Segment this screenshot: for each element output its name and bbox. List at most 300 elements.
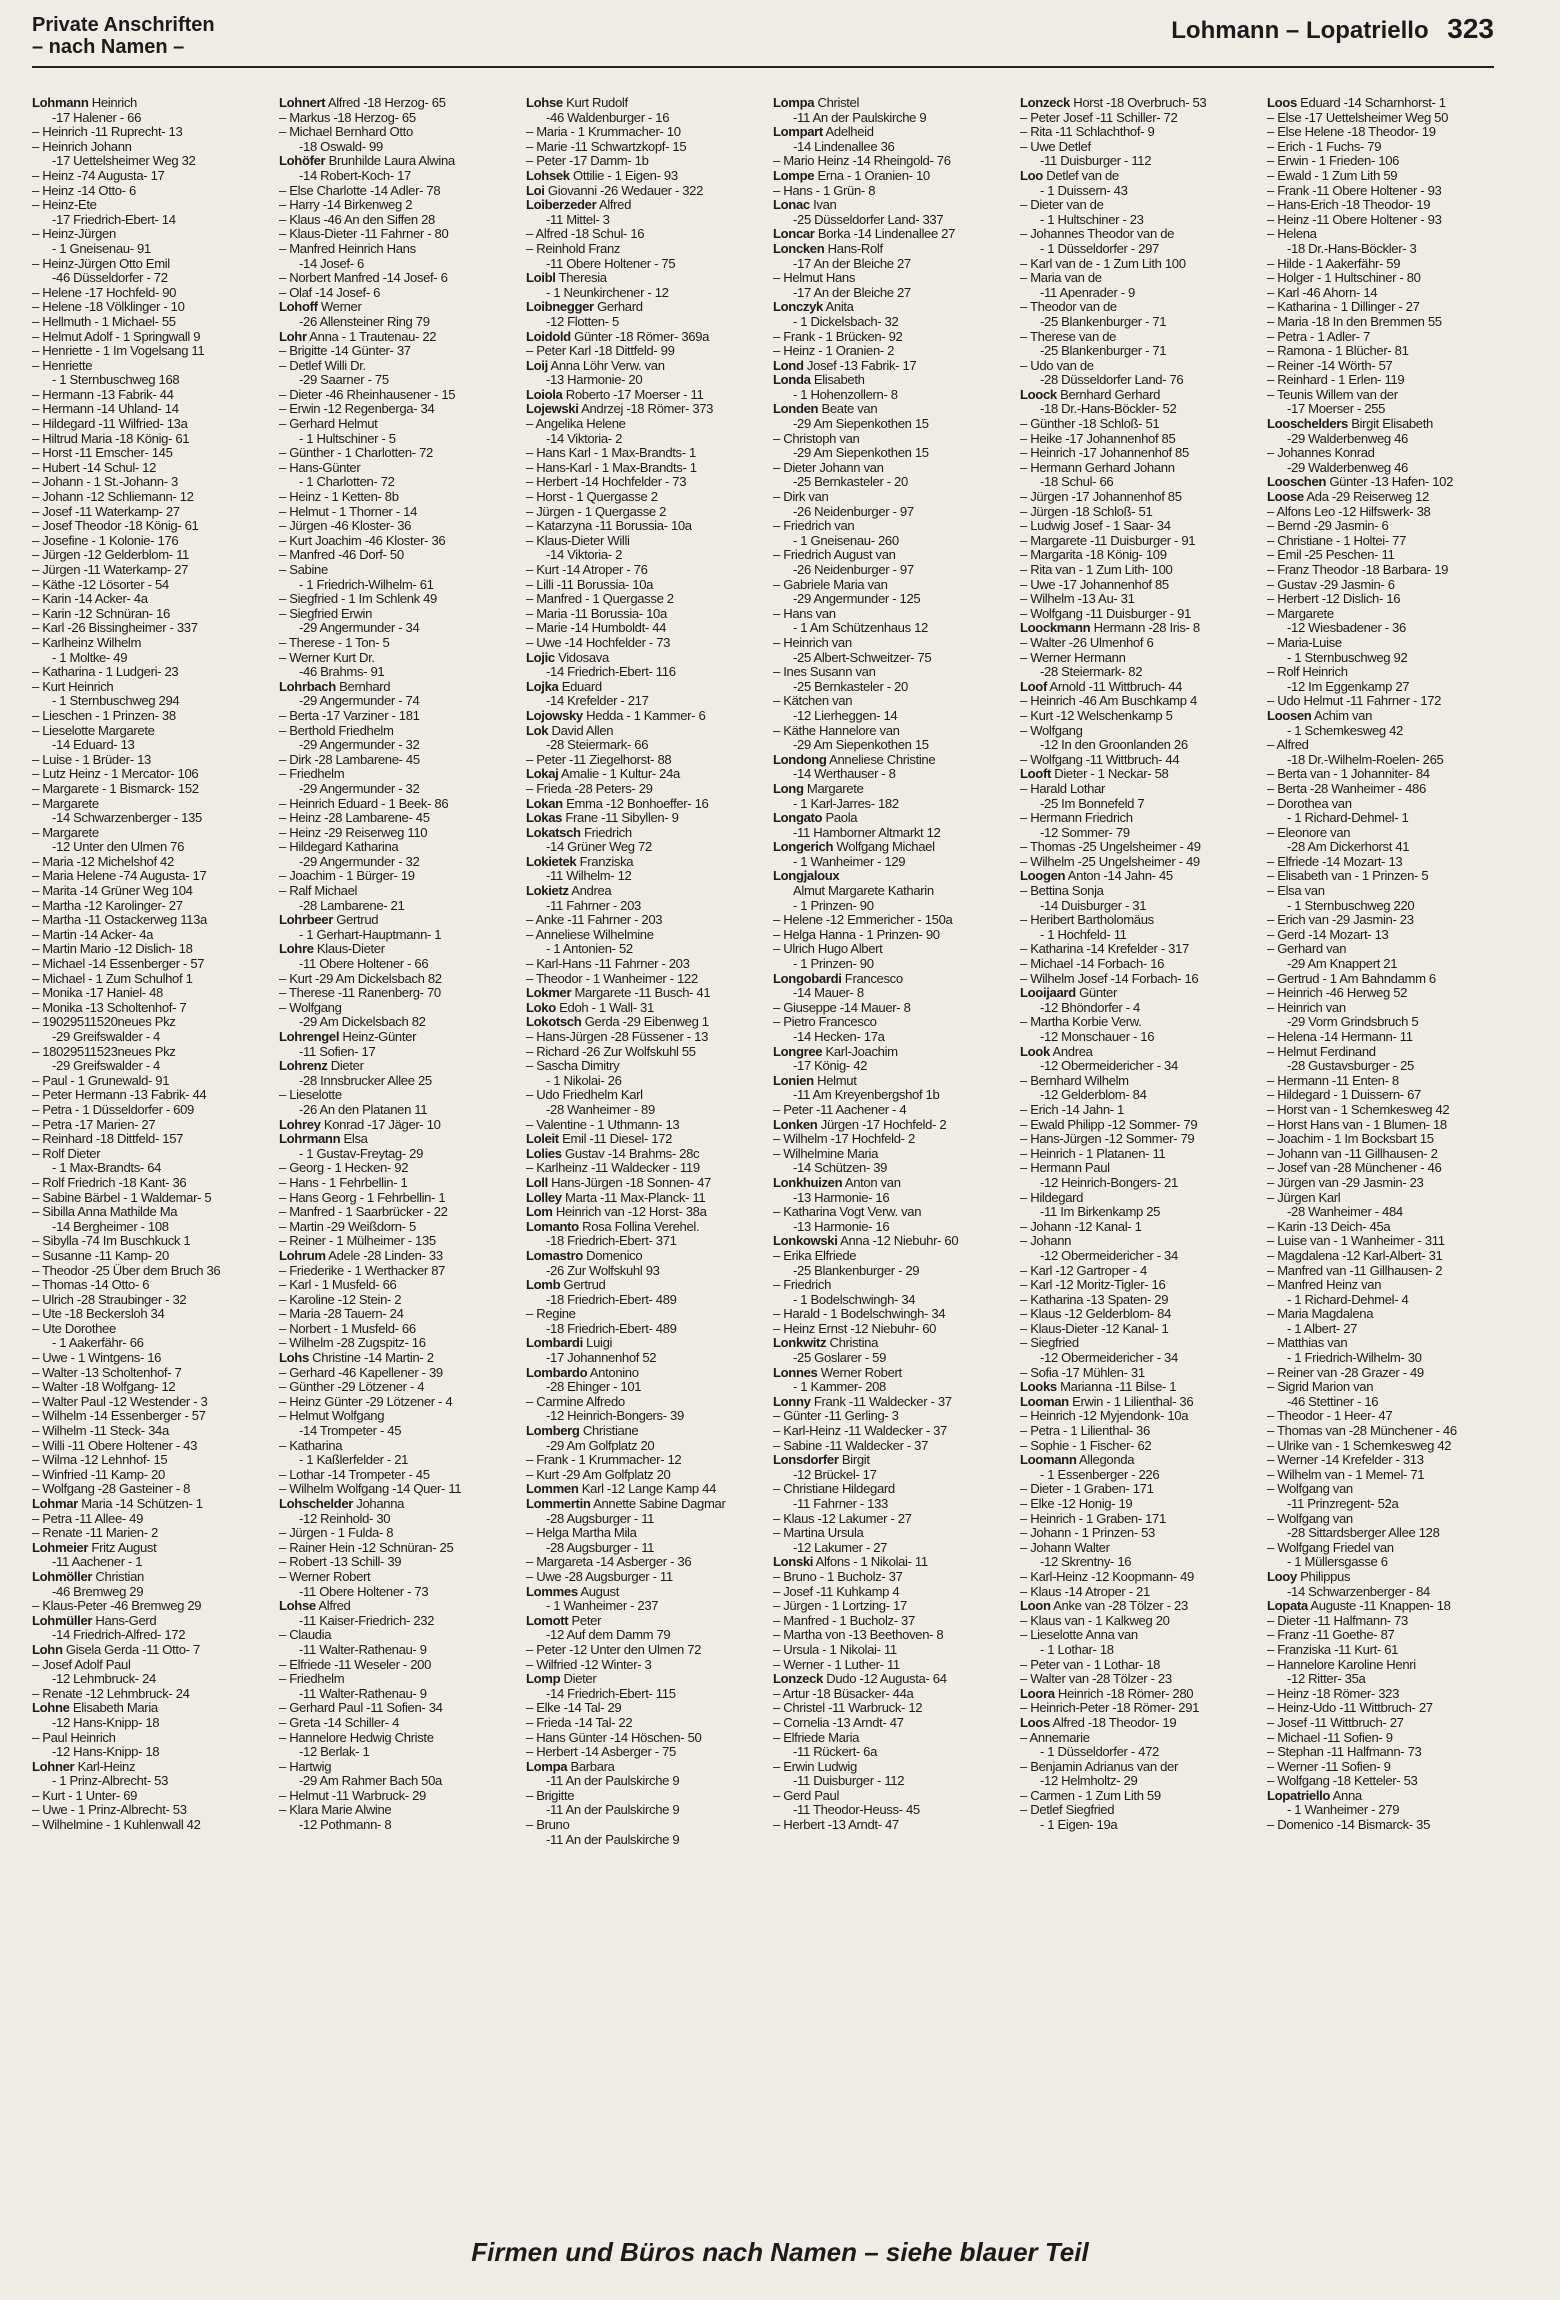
listing-line [279, 1191, 514, 1206]
surname-entry [526, 680, 761, 695]
listing-text: Günter -18 Römer- 369a [570, 329, 710, 344]
listing-text: – Reinhold Franz [526, 241, 621, 256]
listing-line [526, 957, 761, 972]
listing-line [1020, 1482, 1255, 1497]
listing-text: -11 Am Kreyenbergshof 1b [793, 1088, 940, 1103]
listing-line [279, 1701, 514, 1716]
listing-text: – Jürgen -11 Waterkamp- 27 [32, 563, 189, 577]
listing-text: – Maria van de [1020, 271, 1102, 286]
listing-text: Werner Robert [817, 1365, 902, 1380]
listing-line [773, 286, 1008, 301]
listing-text: – Uwe - 1 Prinz-Albrecht- 53 [32, 1803, 187, 1818]
listing-text: – Karin -12 Schnüran- 16 [32, 606, 170, 621]
listing-line [526, 1059, 761, 1074]
surname: Loora [1020, 1686, 1055, 1701]
listing-line [32, 1716, 267, 1731]
listing-text: – Hermann -11 Enten- 8 [1267, 1073, 1399, 1088]
listing-text: -25 Goslarer - 59 [793, 1351, 887, 1366]
listing-text: – Karl -26 Bissingheimer - 337 [32, 621, 198, 636]
listing-line [1267, 1307, 1502, 1322]
surname: Loos [1267, 96, 1297, 110]
listing-line [32, 300, 267, 315]
surname: Londen [773, 402, 819, 417]
surname-entry [526, 96, 761, 111]
listing-text: -46 Waldenburger - 16 [546, 110, 670, 125]
surname-entry [526, 1176, 761, 1191]
listing-text: – Wolfgang [279, 1000, 342, 1015]
listing-text: – Herbert -14 Hochfelder - 73 [526, 475, 687, 490]
listing-text: - 1 Gneisenau- 91 [52, 241, 151, 256]
surname-entry [526, 709, 761, 724]
listing-text: Anna -12 Niebuhr- 60 [837, 1234, 959, 1249]
listing-line [1020, 140, 1255, 155]
listing-text: - 1 Hohenzollern- 8 [793, 387, 898, 402]
surname: Lonien [773, 1073, 814, 1088]
listing-text: Anita [822, 300, 854, 315]
surname: Lokietz [526, 884, 569, 899]
listing-text: Emma -12 Bonhoeffer- 16 [562, 796, 709, 811]
listing-text: – Rita van - 1 Zum Lith- 100 [1020, 563, 1173, 577]
listing-text: – Heinrich Johann [32, 139, 132, 154]
listing-line [1020, 1424, 1255, 1439]
listing-text: – Hildegard - 1 Duissern- 67 [1267, 1088, 1421, 1103]
listing-line [773, 1103, 1008, 1118]
surname: Longobardi [773, 971, 842, 986]
listing-line [32, 1745, 267, 1760]
listing-line [279, 1555, 514, 1570]
listing-line [773, 1424, 1008, 1439]
listing-text: – Friedhelm [279, 1672, 345, 1687]
listing-line [32, 1818, 267, 1833]
listing-line [526, 1833, 761, 1848]
listing-line [279, 417, 514, 432]
listing-line [32, 242, 267, 257]
listing-text: Margarete -11 Busch- 41 [571, 986, 711, 1001]
listing-line [1267, 140, 1502, 155]
listing-line [1267, 1234, 1502, 1249]
listing-text: – Helene -17 Hochfeld- 90 [32, 285, 177, 300]
listing-text: – Richard -26 Zur Wolfskuhl 55 [526, 1044, 696, 1059]
surname: Longerich [773, 840, 834, 855]
listing-line [32, 417, 267, 432]
listing-line [1020, 607, 1255, 622]
listing-text: Dieter [327, 1059, 364, 1074]
listing-text: - 1 Wanheimer - 237 [546, 1599, 659, 1614]
listing-line [32, 1322, 267, 1337]
listing-line [32, 359, 267, 374]
listing-line [526, 1293, 761, 1308]
listing-line [773, 1658, 1008, 1673]
listing-text: Anna [1330, 1788, 1362, 1803]
listing-text: -14 Mauer- 8 [793, 986, 864, 1001]
listing-text: - 1 Dickelsbach- 32 [793, 314, 899, 329]
listing-line [279, 1789, 514, 1804]
listing-line [1020, 257, 1255, 272]
surname-entry [773, 869, 1008, 884]
listing-line [32, 753, 267, 768]
listing-text: – Maria Helene -74 Augusta- 17 [32, 869, 207, 884]
listing-text: – Helena -14 Hermann- 11 [1267, 1030, 1413, 1044]
listing-line [773, 1614, 1008, 1629]
listing-text: – Helga Martha Mila [526, 1526, 637, 1541]
listing-text: -25 Im Bonnefeld 7 [1040, 796, 1145, 811]
listing-text: -28 Augsburger - 11 [546, 1511, 655, 1526]
listing-line [526, 1599, 761, 1614]
listing-line [526, 928, 761, 943]
listing-text: – Margareta -14 Asberger - 36 [526, 1555, 692, 1570]
listing-line [279, 1585, 514, 1600]
listing-text: – Gustav -29 Jasmin- 6 [1267, 577, 1395, 592]
listing-text: Christine -14 Martin- 2 [308, 1351, 434, 1366]
listing-line [32, 1672, 267, 1687]
listing-text: Theresia [555, 271, 607, 286]
listing-line [1267, 1059, 1502, 1074]
listing-line [32, 140, 267, 155]
listing-line [1267, 680, 1502, 695]
listing-text: – Peter -11 Ziegelhorst- 88 [526, 752, 672, 767]
listing-text: – Martin -29 Weißdorn- 5 [279, 1219, 416, 1234]
listing-line [773, 1731, 1008, 1746]
listing-text: – Ute Dorothee [32, 1321, 116, 1336]
listing-text: – Lieselotte Anna van [1020, 1628, 1138, 1643]
listing-line [526, 519, 761, 534]
surname: Londong [773, 752, 827, 767]
surname: Lohrum [279, 1248, 326, 1263]
listing-line [279, 1439, 514, 1454]
listing-text: – Martina Ursula [773, 1526, 864, 1541]
header-name-range [1171, 14, 1494, 44]
surname-entry [279, 942, 514, 957]
surname-entry [526, 1760, 761, 1775]
surname: Lohrenz [279, 1059, 328, 1074]
listing-line [1267, 578, 1502, 593]
listing-text: – Jürgen -18 Schloß- 51 [1020, 504, 1153, 519]
listing-text: -28 Lambarene- 21 [299, 898, 405, 913]
listing-text: – Hannelore Karoline Henri [1267, 1657, 1416, 1672]
listing-text: – Alfred -18 Schul- 16 [526, 227, 645, 242]
listing-line [1267, 1001, 1502, 1016]
listing-text: -29 Angermunder - 32 [299, 781, 420, 796]
listing-line [1020, 1205, 1255, 1220]
listing-text: – Johann - 1 St.-Johann- 3 [32, 475, 178, 490]
listing-line [773, 1088, 1008, 1103]
listing-line [279, 519, 514, 534]
surname: Lokas [526, 811, 563, 826]
listing-line [526, 315, 761, 330]
listing-line [526, 475, 761, 490]
listing-line [1267, 651, 1502, 666]
listing-text: – Gerd Paul [773, 1788, 840, 1803]
listing-text: -12 Lierheggen- 14 [793, 708, 898, 723]
listing-text: – Helmut Hans [773, 271, 856, 286]
listing-text: – Heinrich Eduard - 1 Beek- 86 [279, 796, 449, 811]
listing-line [1267, 782, 1502, 797]
surname-entry [773, 198, 1008, 213]
listing-line [773, 154, 1008, 169]
surname: Lohrbach [279, 679, 336, 694]
listing-text: Hans-Jürgen -18 Sonnen- 47 [547, 1175, 711, 1190]
listing-line [32, 505, 267, 520]
listing-text: – Peter -11 Aachener - 4 [773, 1102, 907, 1117]
listing-text: – Heinrich -12 Myjendonk- 10a [1020, 1409, 1189, 1424]
listing-line [1020, 782, 1255, 797]
listing-text: – Hans van [773, 606, 836, 621]
listing-text: -26 An den Platanen 11 [299, 1102, 428, 1117]
listing-text: – Margarete - 1 Bismarck- 152 [32, 781, 199, 796]
listing-text: – Klaus-Peter -46 Bremweg 29 [32, 1599, 202, 1614]
listing-text: Kurt Rudolf [562, 96, 628, 110]
listing-text: – Werner Kurt Dr. [279, 650, 375, 665]
listing-text: – Uwe -14 Hochfelder - 73 [526, 635, 671, 650]
listing-line [1020, 111, 1255, 126]
surname-entry [773, 169, 1008, 184]
listing-text: – Ewald Philipp -12 Sommer- 79 [1020, 1117, 1198, 1132]
surname-entry [279, 1599, 514, 1614]
listing-text: – Uwe -28 Augsburger - 11 [526, 1569, 673, 1584]
listing-text: -11 Rückert- 6a [793, 1745, 878, 1760]
listing-text: – Michael -14 Essenberger - 57 [32, 957, 205, 972]
listing-text: Anton van [842, 1175, 901, 1190]
surname-entry [1267, 1599, 1502, 1614]
listing-text: Andrea [1049, 1044, 1093, 1059]
header-label-line1: Private Anschriften [32, 14, 215, 36]
listing-line [773, 855, 1008, 870]
listing-text: – Bernd -29 Jasmin- 6 [1267, 519, 1389, 534]
listing-line [1020, 1293, 1255, 1308]
listing-text: – Sofia -17 Mühlen- 31 [1020, 1365, 1145, 1380]
listing-text: - 1 Aakerfähr- 66 [52, 1336, 144, 1351]
listing-text: – Dirk -28 Lambarene- 45 [279, 752, 420, 767]
listing-line [773, 548, 1008, 563]
listing-text: -28 Steiermark- 82 [1040, 665, 1143, 680]
listing-line [773, 1803, 1008, 1818]
listing-line [279, 1687, 514, 1702]
listing-line [1020, 1015, 1255, 1030]
page-header [32, 14, 1494, 68]
directory-column-5 [1020, 96, 1255, 2226]
listing-line [32, 1468, 267, 1483]
listing-line [1020, 475, 1255, 490]
listing-line [773, 709, 1008, 724]
listing-line [279, 373, 514, 388]
listing-text: – Ulrich -28 Straubinger - 32 [32, 1292, 187, 1307]
listing-line [773, 665, 1008, 680]
listing-text: – Klaus-Dieter -11 Fahrner - 80 [279, 227, 449, 242]
surname: Lohsek [526, 168, 570, 183]
listing-line [1020, 446, 1255, 461]
listing-line [1267, 1351, 1502, 1366]
listing-line [1020, 1409, 1255, 1424]
listing-line [32, 446, 267, 461]
surname: Lokotsch [526, 1015, 582, 1030]
surname: Lonkwitz [773, 1336, 827, 1351]
listing-line [32, 154, 267, 169]
listing-line [1020, 373, 1255, 388]
listing-text: – Heinrich - 1 Graben- 171 [1020, 1511, 1166, 1526]
listing-text: -11 Apenrader - 9 [1040, 285, 1135, 300]
listing-line [773, 1380, 1008, 1395]
listing-text: – Rita -11 Schlachthof- 9 [1020, 125, 1155, 140]
listing-text: Alfred -18 Theodor- 19 [1049, 1715, 1177, 1730]
listing-line [279, 1643, 514, 1658]
listing-line [773, 738, 1008, 753]
listing-line [279, 198, 514, 213]
listing-line [526, 621, 761, 636]
listing-text: – Paul - 1 Grunewald- 91 [32, 1073, 170, 1088]
surname-entry [526, 359, 761, 374]
listing-line [279, 636, 514, 651]
listing-text: – Renate -11 Marien- 2 [32, 1526, 158, 1541]
listing-line [1267, 1745, 1502, 1760]
listing-line [1020, 534, 1255, 549]
listing-line [32, 811, 267, 826]
listing-line [526, 1745, 761, 1760]
listing-line [279, 840, 514, 855]
listing-text: -12 Heinrich-Bongers- 21 [1040, 1175, 1178, 1190]
listing-text: Rosa Follina Verehel. [578, 1219, 700, 1234]
listing-line [1020, 1074, 1255, 1089]
listing-line [526, 446, 761, 461]
listing-text: -12 In den Groonlanden 26 [1040, 738, 1188, 753]
surname: Looschen [1267, 475, 1327, 490]
surname: Lohne [32, 1701, 70, 1716]
listing-line [1267, 1103, 1502, 1118]
listing-line [526, 461, 761, 476]
listing-line [526, 738, 761, 753]
listing-line [526, 1118, 761, 1133]
listing-line [526, 1468, 761, 1483]
listing-line [1020, 1818, 1255, 1833]
listing-text: – Margarete [1267, 606, 1334, 621]
listing-text: – Heinz - 1 Oranien- 2 [773, 344, 895, 359]
listing-line [1020, 1030, 1255, 1045]
listing-line [773, 1264, 1008, 1279]
listing-text: – Hans - 1 Fehrbellin- 1 [279, 1175, 408, 1190]
listing-line [32, 826, 267, 841]
listing-line [32, 1015, 267, 1030]
listing-line [773, 607, 1008, 622]
listing-text: Auguste -11 Knappen- 18 [1307, 1599, 1451, 1614]
listing-line [1267, 286, 1502, 301]
surname-entry [1020, 1045, 1255, 1060]
listing-line [1267, 724, 1502, 739]
listing-line [1020, 1336, 1255, 1351]
listing-text: -26 Zur Wolfskuhl 93 [546, 1263, 660, 1278]
listing-line [526, 1453, 761, 1468]
listing-text: – Walter -18 Wolfgang- 12 [32, 1380, 176, 1395]
listing-line [526, 1774, 761, 1789]
listing-text: – Brigitte [526, 1788, 575, 1803]
listing-text: Ada -29 Reiserweg 12 [1303, 490, 1429, 505]
listing-text: Dieter - 1 Neckar- 58 [1050, 767, 1169, 782]
listing-line [279, 1468, 514, 1483]
listing-text: - 1 Moltke- 49 [52, 650, 128, 665]
listing-line [1267, 826, 1502, 841]
listing-text: - 1 Prinz-Albrecht- 53 [52, 1774, 169, 1789]
listing-line [773, 1409, 1008, 1424]
listing-line [1020, 1643, 1255, 1658]
listing-text: – Anke -11 Fahrner - 203 [526, 913, 663, 928]
listing-text: – Dirk van [773, 490, 829, 505]
listing-line [1267, 942, 1502, 957]
surname-entry [773, 96, 1008, 111]
surname-entry [1267, 417, 1502, 432]
listing-line [1020, 242, 1255, 257]
listing-text: Karl-Joachim [822, 1044, 898, 1059]
surname-entry [1020, 1599, 1255, 1614]
listing-text: -11 Hamborner Altmarkt 12 [793, 825, 941, 840]
surname-entry [526, 402, 761, 417]
listing-text: - 1 Kammer- 208 [793, 1380, 886, 1395]
listing-text: – Gabriele Maria van [773, 577, 888, 592]
listing-text: – Domenico -14 Bismarck- 35 [1267, 1818, 1431, 1833]
listing-text: -17 Uettelsheimer Weg 32 [52, 154, 196, 169]
listing-line [32, 344, 267, 359]
listing-line [1020, 709, 1255, 724]
listing-line [1267, 1731, 1502, 1746]
listing-text: – Lutz Heinz - 1 Mercator- 106 [32, 767, 199, 782]
listing-line [1267, 1628, 1502, 1643]
listing-line [32, 315, 267, 330]
listing-text: -26 Allensteiner Ring 79 [299, 314, 430, 329]
listing-line [279, 869, 514, 884]
listing-text: -28 Gustavsburger - 25 [1287, 1059, 1414, 1074]
listing-text: – Jürgen -17 Johannenhof 85 [1020, 490, 1182, 505]
listing-text: -29 Am Golfplatz 20 [546, 1438, 655, 1453]
listing-line [526, 1395, 761, 1410]
listing-line [32, 271, 267, 286]
listing-line [1267, 1774, 1502, 1789]
listing-text: -18 Dr.-Hans-Böckler- 52 [1040, 402, 1177, 417]
listing-text: – Josef -11 Waterkamp- 27 [32, 504, 180, 519]
listing-line [773, 767, 1008, 782]
listing-line [526, 490, 761, 505]
listing-text: Alfred -18 Herzog- 65 [325, 96, 446, 110]
surname-entry [526, 855, 761, 870]
listing-line [1267, 315, 1502, 330]
listing-text: – Reiner - 1 Mülheimer - 135 [279, 1234, 436, 1249]
listing-text: – Ulrich Hugo Albert [773, 942, 883, 957]
listing-text: Gisela Gerda -11 Otto- 7 [62, 1642, 200, 1657]
surname-entry [526, 1015, 761, 1030]
listing-text: -11 Fahrner - 133 [793, 1497, 888, 1511]
listing-line [1267, 242, 1502, 257]
listing-line [1020, 1570, 1255, 1585]
listing-line [1267, 446, 1502, 461]
listing-text: – Berta -28 Wanheimer - 486 [1267, 781, 1426, 796]
listing-line [279, 1234, 514, 1249]
listing-line [279, 607, 514, 622]
listing-line [526, 227, 761, 242]
listing-text: – Maria -28 Tauern- 24 [279, 1307, 404, 1322]
listing-text: Ottilie - 1 Eigen- 93 [569, 168, 678, 183]
listing-text: – Christel -11 Warbruck- 12 [773, 1701, 923, 1716]
listing-line [32, 1059, 267, 1074]
listing-text: – Wilhelm Josef -14 Forbach- 16 [1020, 971, 1199, 986]
listing-line [32, 1278, 267, 1293]
listing-line [773, 651, 1008, 666]
listing-line [32, 986, 267, 1001]
listing-text: Elisabeth [810, 373, 865, 388]
surname-entry [526, 1205, 761, 1220]
listing-text: – Josefine - 1 Kolonie- 176 [32, 533, 179, 548]
listing-text: – Sibylla -74 Im Buschkuck 1 [32, 1234, 191, 1249]
listing-line [1267, 1614, 1502, 1629]
listing-text: – Martin Mario -12 Dislich- 18 [32, 942, 193, 957]
surname-entry [526, 1497, 761, 1512]
listing-line [1267, 928, 1502, 943]
listing-line [32, 928, 267, 943]
